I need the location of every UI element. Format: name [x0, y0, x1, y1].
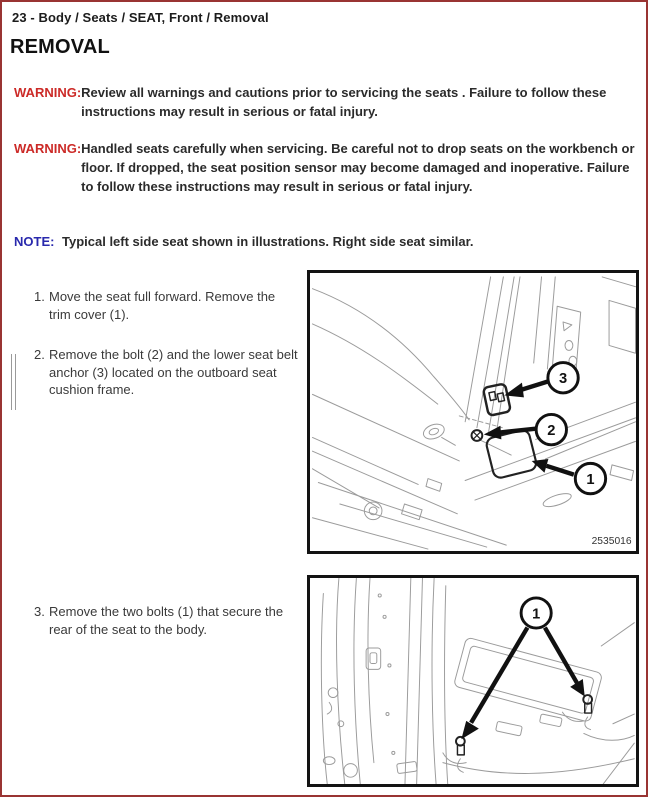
step-number: 3.	[34, 604, 45, 619]
note-label: NOTE:	[14, 234, 55, 249]
warning-block-1	[14, 83, 638, 121]
callout-badge-1	[575, 463, 605, 493]
figure-rear-mount-view	[307, 575, 639, 787]
warning-text: Review all warnings and cautions prior to servicing the seats . Failure to follow these instructions may result in serious or fatal injury.	[81, 85, 607, 119]
callout-badge-2	[536, 414, 566, 444]
svg-text:1: 1	[532, 606, 541, 623]
page-title: REMOVAL	[10, 36, 110, 58]
seat-illustration	[310, 273, 636, 551]
rear-mount-illustration	[310, 578, 636, 784]
warning-block-2	[14, 139, 638, 196]
figure-seat-side-view	[307, 270, 639, 554]
rear-bolt-right-drawing	[583, 695, 592, 713]
breadcrumb: 23 - Body / Seats / SEAT, Front / Removal	[12, 10, 269, 25]
callout-badge-1	[521, 598, 551, 628]
callout-badge-3	[548, 363, 578, 393]
step-number: 2.	[34, 347, 45, 362]
step-number: 1.	[34, 289, 45, 304]
svg-text:1: 1	[586, 471, 595, 488]
svg-text:3: 3	[558, 371, 568, 388]
step-item-1	[34, 288, 302, 323]
step-text: Move the seat full forward. Remove the trim cover (1).	[49, 289, 276, 322]
figure-number: 2535016	[591, 536, 632, 548]
step-text: Remove the bolt (2) and the lower seat belt anchor (3) located on the outboard seat cushion frame.	[49, 347, 298, 397]
rear-bolt-left-drawing	[456, 737, 465, 755]
step-item-3	[34, 603, 302, 638]
revision-change-bar	[11, 354, 16, 410]
step-item-2	[34, 346, 302, 399]
warning-label: WARNING:	[14, 85, 82, 100]
warning-text: Handled seats carefully when servicing. Be careful not to drop seats on the workbench or floor. If dropped, the seat position sensor may become damaged and inoperative. Failure to follow these instructions may result in serious or fatal injury.	[81, 141, 635, 194]
warning-label: WARNING:	[14, 141, 82, 156]
callout-arrows	[461, 628, 584, 740]
svg-text:2: 2	[547, 423, 556, 440]
seat-belt-anchor-drawing	[483, 383, 511, 415]
anchor-bolt-drawing	[472, 430, 483, 441]
note-block	[14, 233, 638, 251]
step-text: Remove the two bolts (1) that secure the rear of the seat to the body.	[49, 604, 284, 637]
note-text: Typical left side seat shown in illustrations. Right side seat similar.	[62, 234, 474, 249]
